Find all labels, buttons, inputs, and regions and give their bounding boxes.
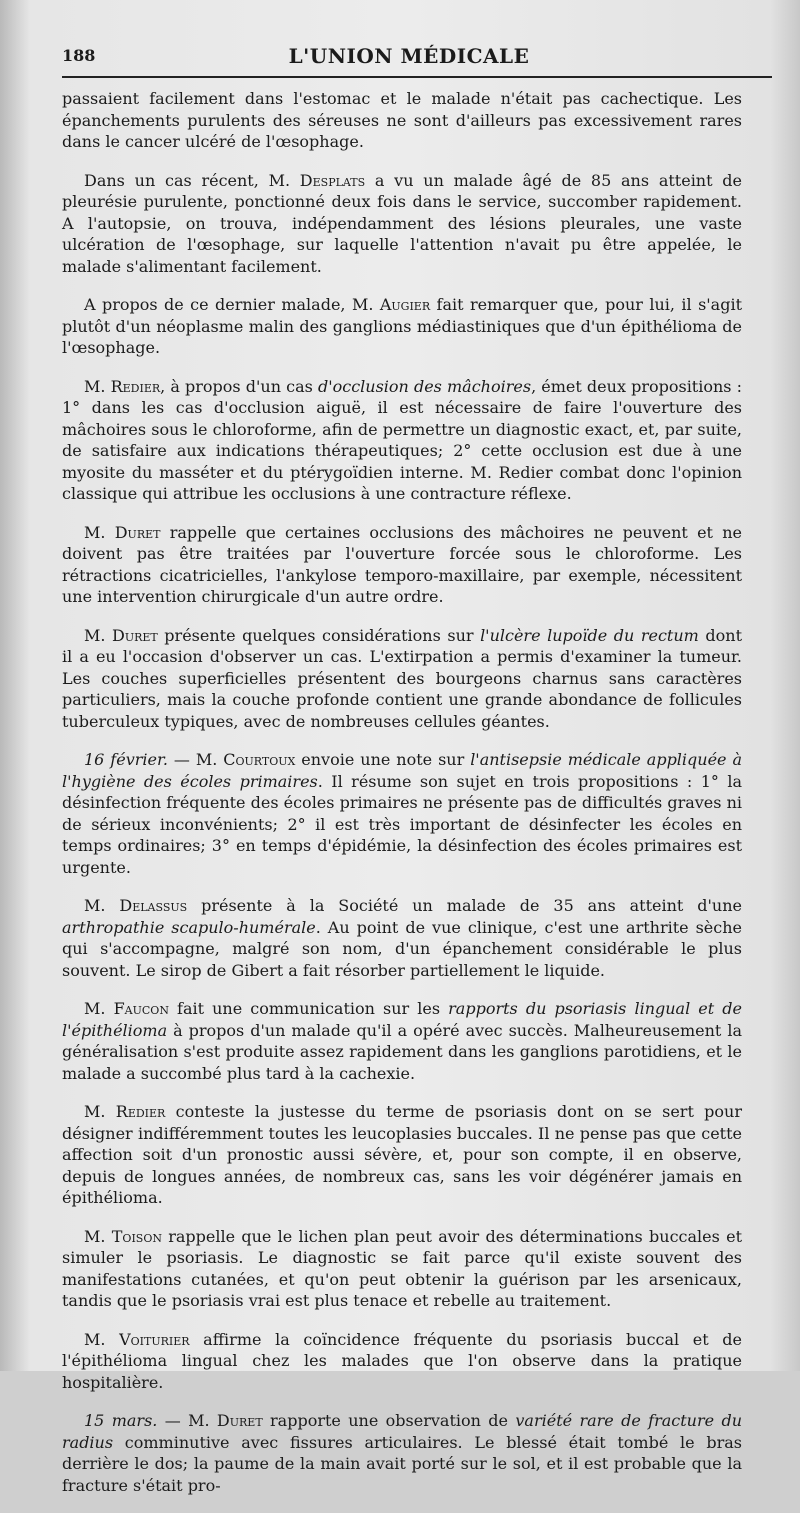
author-name: Duret [112, 625, 158, 645]
italic-text: variété rare de fracture du radius [62, 1411, 742, 1452]
italic-text: rapports du psoriasis lingual et de l'épithélioma [62, 999, 742, 1040]
paragraph-text: Dans un cas récent, M. [84, 170, 300, 190]
paragraph-text: . Au point de vue clinique, c'est une arthrite sèche qui s'accompagne, malgré son nom, d'un épanchement considérable le plus souvent. Le sirop de Gibert a fait résorber partiellement le liquide. [62, 917, 743, 980]
paragraph-text: M. [84, 1102, 116, 1121]
paragraph-text: M. [84, 896, 120, 915]
paragraph-text: — M. [167, 750, 224, 769]
author-name: Redier [110, 376, 161, 396]
paragraph-text: M. [84, 999, 114, 1018]
paragraph-text: fait une communication sur les [168, 999, 449, 1018]
paragraph [62, 625, 742, 733]
paragraph [62, 170, 742, 278]
author-name: Duret [216, 1411, 263, 1430]
paragraph-text: envoie une note sur [295, 750, 471, 769]
paragraph-text: M. [84, 1329, 120, 1349]
page-header [62, 40, 756, 72]
paragraph-text: à propos d'un malade qu'il a opéré avec succès. Malheureusement la généralisation s'est produite assez rapidement dans les ganglions parotidiens, et le malade a succombé plus tard à la cachexie. [62, 1020, 742, 1083]
italic-text: arthropathie scapulo-humérale [62, 917, 316, 937]
article-body [62, 88, 742, 1513]
paragraph [62, 88, 742, 153]
author-name: Augier [379, 295, 431, 314]
paragraph-text: A propos de ce dernier malade, M. [84, 295, 380, 314]
italic-text: 16 février. [84, 750, 168, 769]
paragraph-text: a vu un malade âgé de 85 ans atteint de pleurésie purulente, ponctionné deux fois dans le service, succomber rapidement. A l'autopsie, on trouva, indépendamment des lésions pleurales, une vaste ulcération de l'œsophage, sur laquelle l'attention n'avait pu être appelée, le malade s'alimentant facilement. [62, 170, 743, 276]
italic-text: d'occlusion des mâchoires [317, 376, 532, 396]
paragraph-text: M. [84, 376, 111, 396]
paragraph-text: présente à la Société un malade de 35 ans atteint d'une [187, 896, 742, 915]
paragraph [62, 1101, 742, 1209]
paragraph [62, 749, 742, 878]
italic-text: l'ulcère lupoïde du rectum [480, 625, 699, 645]
paragraph [62, 1329, 742, 1394]
paragraph [62, 522, 742, 608]
paragraph-text: M. [84, 625, 113, 645]
italic-text: l'antisepsie médicale appliquée à l'hygiène des écoles primaires [62, 750, 743, 791]
author-name: Courtoux [223, 750, 296, 769]
paragraph [62, 376, 742, 505]
paragraph-text: M. [84, 522, 115, 542]
paragraph [62, 1226, 742, 1312]
paragraph-text: passaient facilement dans l'estomac et le malade n'était pas cachectique. Les épanchements purulents des séreuses ne sont d'ailleurs pas excessivement rares dans le cancer ulcéré de l'œsophage. [62, 89, 742, 151]
paragraph-text: . Il résume son sujet en trois propositions : 1° la désinfection fréquente des écoles primaires ne présente pas de difficultés graves ni de sérieux inconvénients; 2° il est très important de désinfecter les écoles en temps ordinaires; 3° en temps d'épidémie, la désinfection des écoles primaires est urgente. [62, 771, 742, 877]
paragraph-text: , émet deux propositions : 1° dans les cas d'occlusion aiguë, il est nécessaire de faire l'ouverture des mâchoires sous le chloroforme, afin de permettre un diagnostic exact, et, par suite, de satisfaire aux indications thérapeutiques; 2° cette occlusion est due à une myosite du masséter et du ptérygoïdien interne. M. Redier combat donc l'opinion classique qui attribue les occlusions à une contracture réflexe. [62, 376, 743, 503]
paragraph-text: , à propos d'un cas [160, 376, 318, 396]
paragraph-text: conteste la justesse du terme de psoriasis dont on se sert pour désigner indifféremment toutes les leucoplasies buccales. Il ne pense pas que cette affection soit d'un pronostic aussi sévère, et, pour son compte, il en observe, depuis de longues années, de nombreux cas, sans les voir dégénérer jamais en épithélioma. [62, 1102, 743, 1207]
paragraph [62, 895, 742, 981]
author-name: Desplats [299, 170, 366, 190]
author-name: Duret [114, 522, 161, 542]
paragraph-text: rappelle que certaines occlusions des mâchoires ne peuvent et ne doivent pas être traitées par l'ouverture forcée sous le chloroforme. Les rétractions cicatricielles, l'ankylose temporo-maxillaire, par exemple, nécessitent une intervention chirurgicale d'un autre ordre. [62, 522, 743, 606]
paragraph-text: dont il a eu l'occasion d'observer un cas. L'extirpation a permis d'examiner la tumeur. Les couches superficielles présentent des bourgeons charnus sans caractères particuliers, mais la couche profonde contient une grande abondance de follicules tuberculeux typiques, avec de nombreuses cellules géantes. [62, 625, 742, 731]
running-title: L'UNION MÉDICALE [288, 44, 530, 68]
header-rule [62, 76, 772, 78]
paragraph-text: présente quelques considérations sur [157, 625, 481, 645]
paragraph-text: affirme la coïncidence fréquente du psoriasis buccal et de l'épithélioma lingual chez les malades que l'on observe dans la pratique hospitalière. [62, 1329, 742, 1392]
paragraph [62, 294, 742, 359]
paragraph-text: M. [84, 1226, 112, 1246]
paragraph-text: fait remarquer que, pour lui, il s'agit plutôt d'un néoplasme malin des ganglions médiastiniques que d'un épithélioma de l'œsophage. [62, 295, 743, 357]
paragraph [62, 1410, 742, 1496]
italic-text: 15 mars. [84, 1411, 158, 1430]
author-name: Voiturier [119, 1329, 190, 1349]
author-name: Redier [115, 1102, 166, 1121]
paragraph-text: — M. [157, 1411, 217, 1430]
page-number: 188 [62, 46, 96, 65]
author-name: Toison [111, 1226, 162, 1246]
paragraph-text: rapporte une observation de [262, 1411, 516, 1430]
paragraph-text: comminutive avec fissures articulaires. Le blessé était tombé le bras derrière le dos; la paume de la main avait porté sur le sol, et il est probable que la fracture s'était pro- [62, 1432, 742, 1495]
paragraph [62, 998, 742, 1084]
author-name: Delassus [119, 896, 188, 915]
author-name: Faucon [113, 999, 169, 1018]
paragraph-text: rappelle que le lichen plan peut avoir des déterminations buccales et simuler le psoriasis. Le diagnostic se fait parce qu'il existe souvent des manifestations cutanées, et qu'on peut obtenir la guérison par les arsenicaux, tandis que le psoriasis vrai est plus tenace et rebelle au traitement. [62, 1226, 743, 1310]
